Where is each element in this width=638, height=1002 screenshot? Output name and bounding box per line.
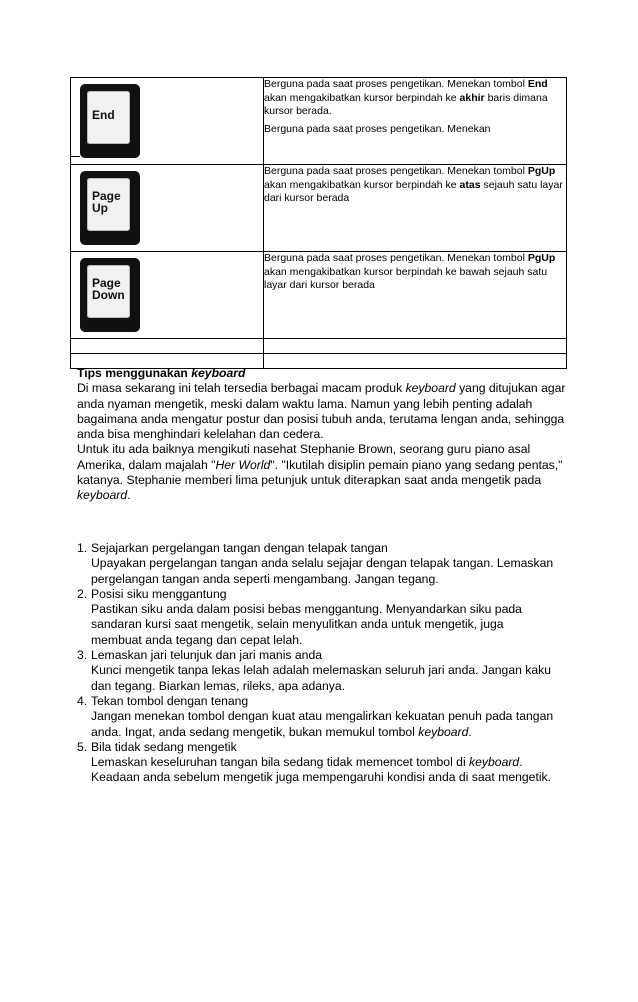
table-row-empty — [71, 339, 567, 354]
list-item: 5. Bila tidak sedang mengetik Lemaskan keseluruhan tangan bila sedang tidak memencet tombol di keyboard. Keadaan anda sebelum mengetik juga mempengaruhi kondisi anda di saat mengetik. — [77, 740, 557, 786]
repeated-text: Berguna pada saat proses pengetikan. Menekan — [264, 122, 491, 135]
key-name: PgUp — [527, 165, 556, 177]
item-title: Sejajarkan pergelangan tangan dengan telapak tangan — [91, 541, 388, 555]
page-up-key-icon — [80, 171, 140, 245]
direction-word: akhir — [459, 91, 485, 104]
item-body: Upayakan pergelangan tangan anda selalu sejajar dengan telapak tangan. Lemaskan pergelangan tangan anda seperti mengambang. Jangan tegang. — [91, 556, 554, 586]
paragraph: Di masa sekarang ini telah tersedia berbagai macam produk keyboard yang ditujukan agar anda nyaman mengetik, meski dalam waktu lama. Namun yang lebih penting adalah bagaimana anda mengatur postur dan posisi tubuh anda, terutama lengan anda, sehingga anda bisa menghindari kelelahan dan cedera. — [77, 381, 566, 442]
key-image-cell — [71, 165, 264, 252]
key-name: End — [527, 78, 548, 90]
end-key-icon — [80, 84, 140, 158]
table-row — [71, 78, 567, 165]
key-name: PgUp — [527, 252, 556, 264]
key-image-cell — [71, 78, 264, 165]
item-title: Bila tidak sedang mengetik — [91, 739, 237, 754]
page-down-key-icon — [80, 258, 140, 332]
list-item: 4. Tekan tombol dengan tenang Jangan menekan tombol dengan kuat atau mengalirkan kekuatan penuh pada tangan anda. Ingat, anda sedang mengetik, bukan memukul tombol keyboard. — [77, 694, 557, 740]
item-body: Lemaskan keseluruhan tangan bila sedang tidak memencet tombol di keyboard. Keadaan anda sebelum mengetik juga mempengaruhi kondisi anda di saat mengetik. — [91, 755, 552, 785]
item-body: Jangan menekan tombol dengan kuat atau mengalirkan kekuatan penuh pada tangan anda. Ingat, anda sedang mengetik, bukan memukul tombol keyboard. — [91, 709, 554, 739]
tips-list — [77, 541, 557, 786]
key-label: End — [92, 108, 115, 122]
key-description: Berguna pada saat proses pengetikan. Menekan tombol PgUp akan mengakibatkan kursor berpindah ke bawah sejauh satu layar dari kursor berada — [264, 252, 567, 339]
table-row — [71, 252, 567, 339]
paragraph: Untuk itu ada baiknya mengikuti nasehat Stephanie Brown, seorang guru piano asal Amerika, dalam majalah "Her World". "Ikutilah disiplin pemain piano yang sedang pentas," katanya. Stephanie memberi lima petunjuk untuk diterapkan saat anda mengetik pada keyboard. — [77, 442, 563, 503]
item-title: Lemaskan jari telunjuk dan jari manis anda — [91, 648, 323, 663]
keys-table — [70, 77, 567, 369]
section-heading: Tips menggunakan keyboard — [77, 366, 246, 380]
list-item: 1. Sejajarkan pergelangan tangan dengan telapak tangan Upayakan pergelangan tangan anda selalu sejajar dengan telapak tangan. Lemaskan pergelangan tangan anda seperti mengambang. Jangan tegang. — [77, 541, 557, 587]
list-item: 3. Lemaskan jari telunjuk dan jari manis anda Kunci mengetik tanpa lekas lelah adalah melemaskan seluruh jari anda. Jangan kaku dan tegang. Biarkan lemas, rileks, apa adanya. — [77, 648, 557, 694]
table-row — [71, 165, 567, 252]
tips-intro — [77, 366, 577, 504]
key-image-cell — [71, 252, 264, 339]
key-description: Berguna pada saat proses pengetikan. Menekan tombol PgUp akan mengakibatkan kursor berpindah ke atas sejauh satu layar dari kursor berada — [264, 165, 567, 252]
item-body: Kunci mengetik tanpa lekas lelah adalah melemaskan seluruh jari anda. Jangan kaku dan tegang. Biarkan lemas, rileks, apa adanya. — [91, 663, 552, 693]
item-title: Posisi siku menggantung — [91, 586, 227, 601]
key-label: Page Up — [92, 189, 121, 215]
key-description: Berguna pada saat proses pengetikan. Menekan tombol End akan mengakibatkan kursor berpindah ke akhir baris dimana kursor berada. Berguna pada saat proses pengetikan. Menekan — [264, 78, 567, 165]
key-label: Page Down — [92, 276, 125, 302]
item-body: Pastikan siku anda dalam posisi bebas menggantung. Menyandarkan siku pada sandaran kursi saat mengetik, selain menyulitkan anda untuk mengetik, juga membuat anda tegang dan cepat lelah. — [91, 602, 522, 647]
direction-word: atas — [459, 178, 481, 191]
item-title: Tekan tombol dengan tenang — [91, 693, 249, 708]
list-item: 2. Posisi siku menggantung Pastikan siku anda dalam posisi bebas menggantung. Menyandarkan siku pada sandaran kursi saat mengetik, selain menyulitkan anda untuk mengetik, juga membuat anda tegang dan cepat lelah. — [77, 587, 557, 648]
